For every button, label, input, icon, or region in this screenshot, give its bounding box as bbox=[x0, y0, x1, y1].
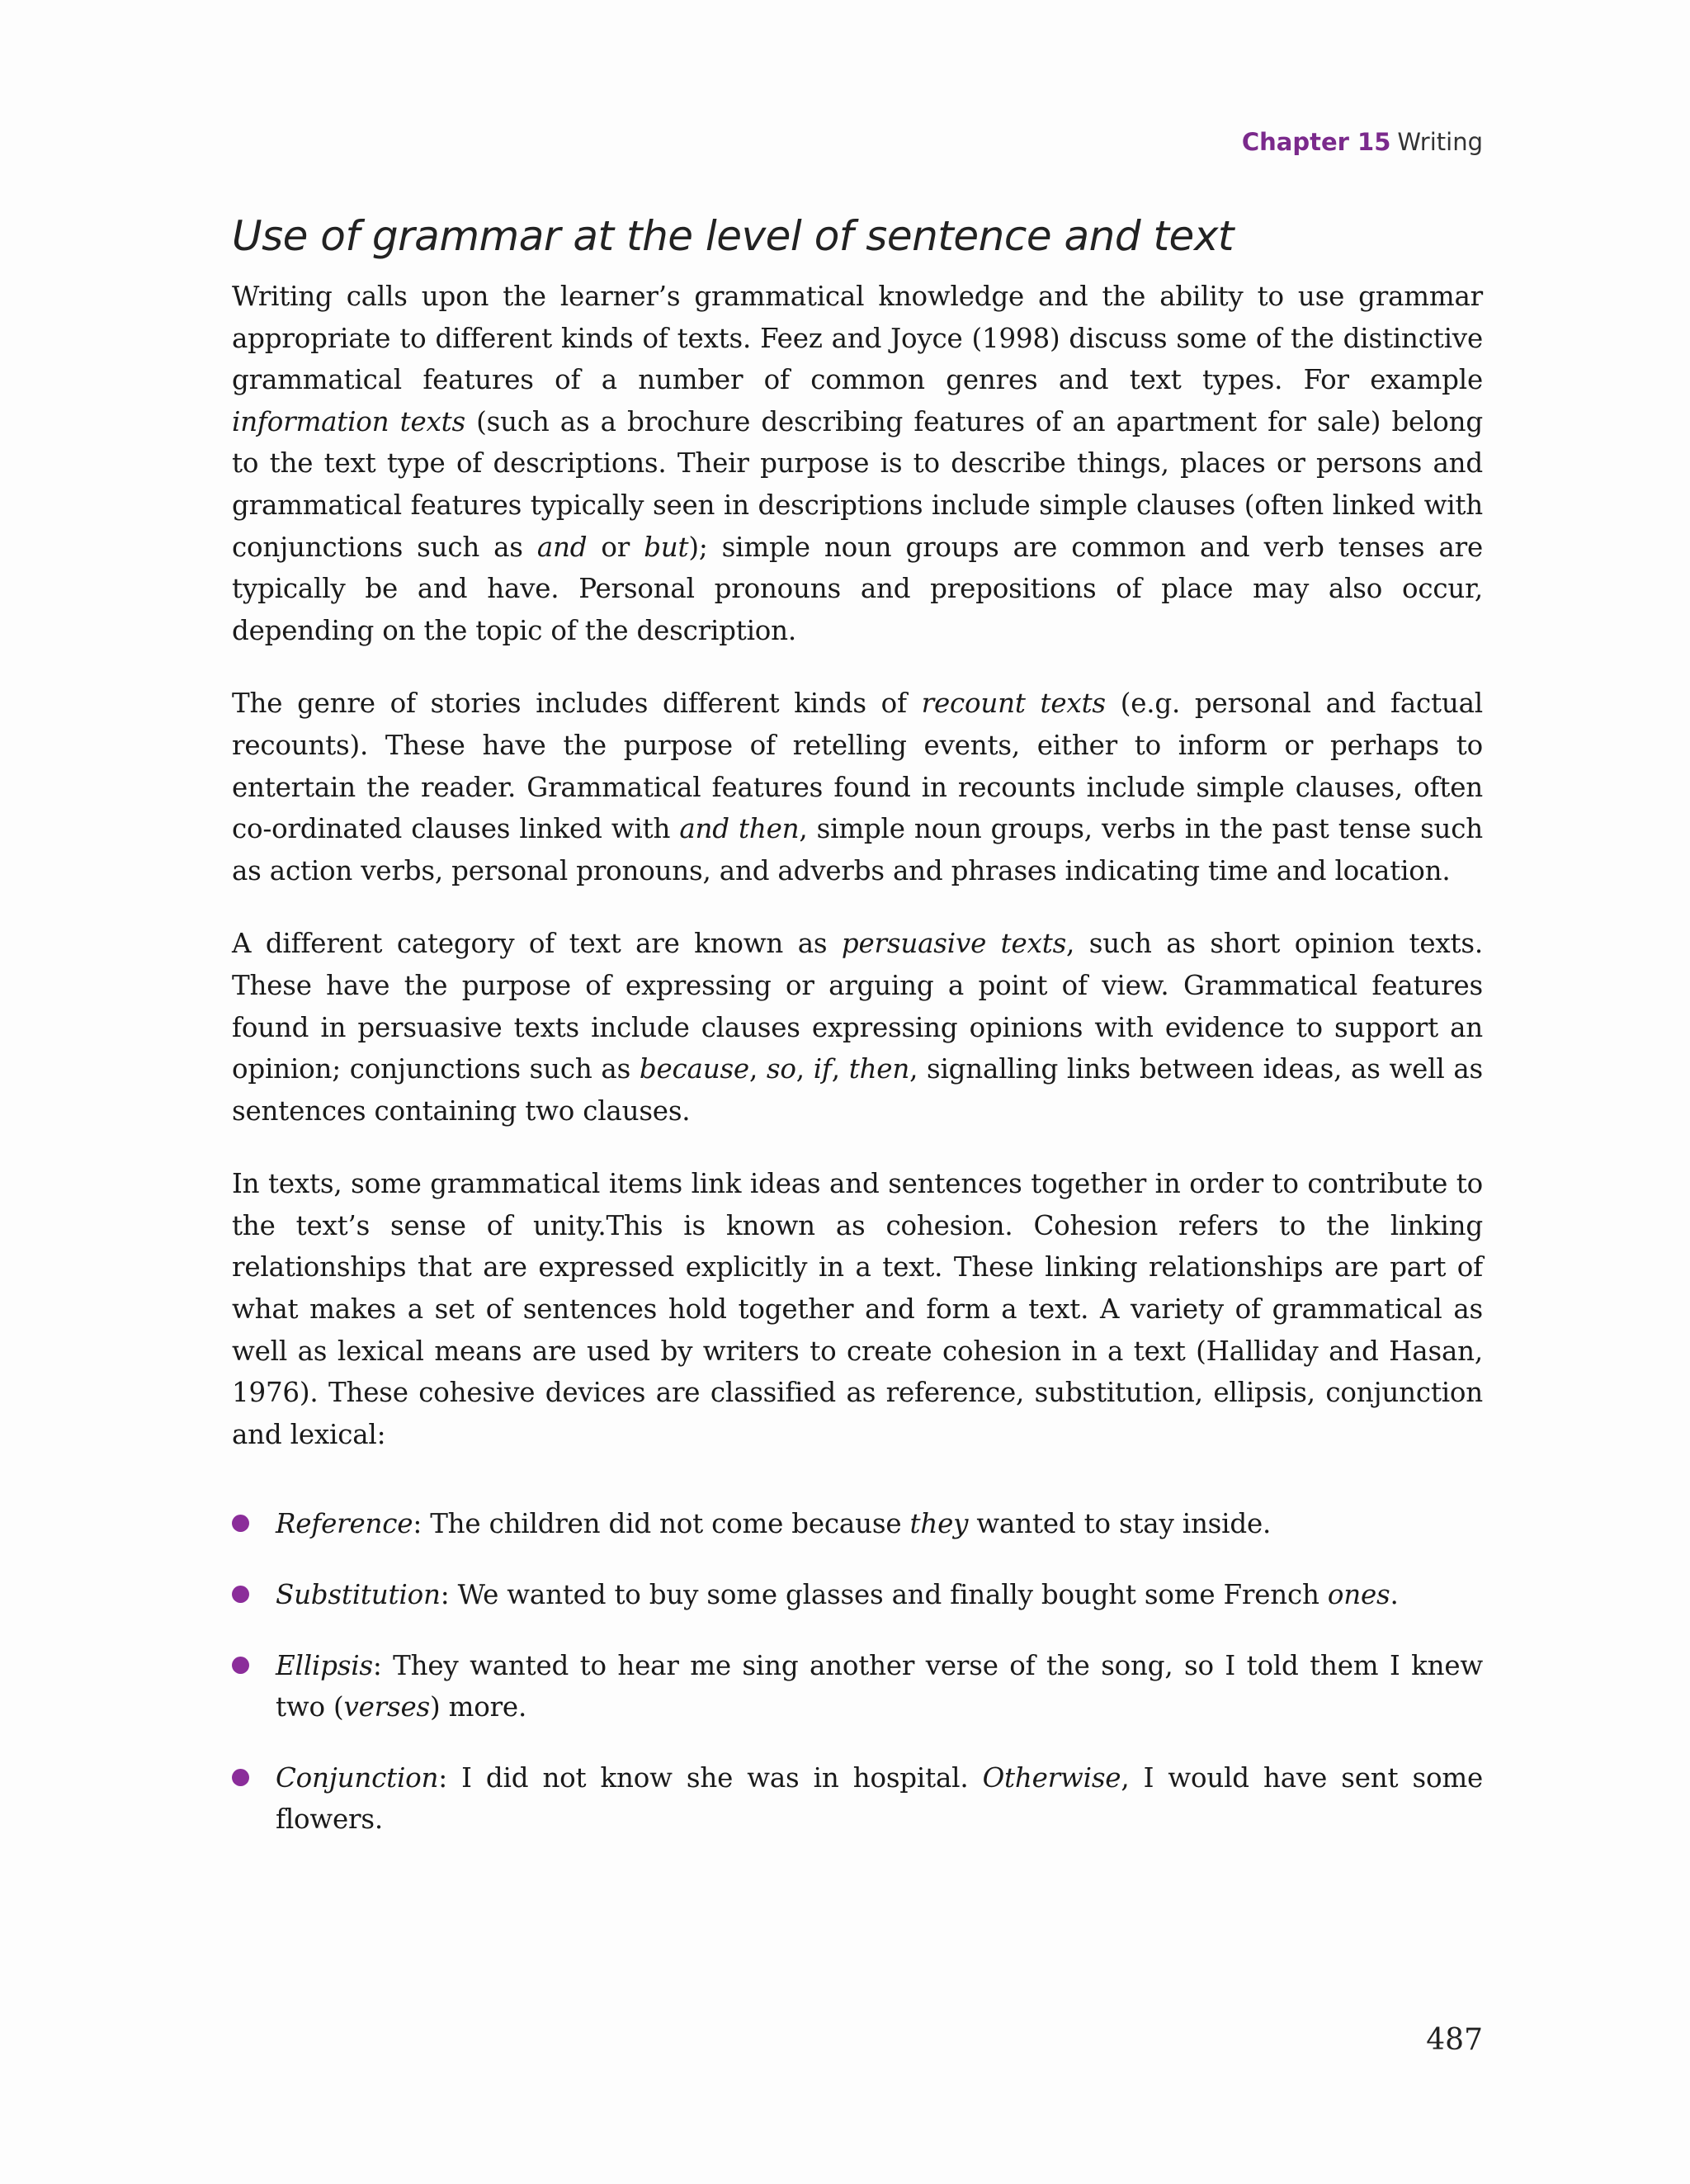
chapter-label: Chapter 15 bbox=[1241, 128, 1391, 156]
page-number: 487 bbox=[1426, 2023, 1483, 2057]
paragraph-recount-texts: The genre of stories includes different kinds of recount texts (e.g. personal and factual recounts). These have the purpose of retelling events, either to inform or perhaps to entertain the reader. Grammatical features found in recounts include simple clauses, often co-ordinated clauses linked with and then, simple noun groups, verbs in the past tense such as action verbs, personal pronouns, and adverbs and phrases indicating time and location. bbox=[232, 688, 1484, 886]
section-label: Writing bbox=[1397, 128, 1483, 156]
bullet-icon bbox=[232, 1657, 249, 1674]
section-heading: Use of grammar at the level of sentence and text bbox=[232, 212, 1234, 260]
cohesive-devices-list bbox=[232, 1503, 1483, 1841]
page-content bbox=[232, 206, 1483, 1870]
paragraph-information-texts: Writing calls upon the learner’s grammatical knowledge and the ability to use grammar appropriate to different kinds of texts. Feez and Joyce (1998) discuss some of the distinctive grammatical features of a number of common genres and text types. For example information texts (such as a brochure describing features of an apartment for sale) belong to the text type of descriptions. Their purpose is to describe things, places or persons and grammatical features typically seen in descriptions include simple clauses (often linked with conjunctions such as and or but); simple noun groups are common and verb tenses are typically be and have. Personal pronouns and prepositions of place may also occur, depending on the topic of the description. bbox=[232, 281, 1483, 646]
bullet-icon bbox=[232, 1515, 249, 1532]
running-head bbox=[1242, 125, 1483, 158]
list-item-substitution: Substitution: We wanted to buy some glasses and finally bought some French ones. bbox=[232, 1574, 1483, 1616]
paragraph-cohesion: In texts, some grammatical items link ideas and sentences together in order to contribute to the text’s sense of unity.This is known as cohesion. Cohesion refers to the linking relationships that are expressed explicitly in a text. These linking relationships are part of what makes a set of sentences hold together and form a text. A variety of grammatical as well as lexical means are used by writers to create cohesion in a text (Halliday and Hasan, 1976). These cohesive devices are classified as reference, substitution, ellipsis, conjunction and lexical: bbox=[232, 1168, 1483, 1450]
list-item-conjunction: Conjunction: I did not know she was in hospital. Otherwise, I would have sent some flowers. bbox=[232, 1757, 1483, 1841]
list-item-ellipsis: Ellipsis: They wanted to hear me sing another verse of the song, so I told them I knew two (verses) more. bbox=[232, 1645, 1483, 1728]
bullet-icon bbox=[232, 1586, 249, 1603]
bullet-icon bbox=[232, 1769, 249, 1786]
list-item-reference: Reference: The children did not come because they wanted to stay inside. bbox=[232, 1503, 1483, 1545]
paragraph-persuasive-texts: A different category of text are known as persuasive texts, such as short opinion texts. These have the purpose of expressing or arguing a point of view. Grammatical features found in persuasive texts include clauses expressing opinions with evidence to support an opinion; conjunctions such as because, so, if, then, signalling links between ideas, as well as sentences containing two clauses. bbox=[232, 928, 1483, 1127]
